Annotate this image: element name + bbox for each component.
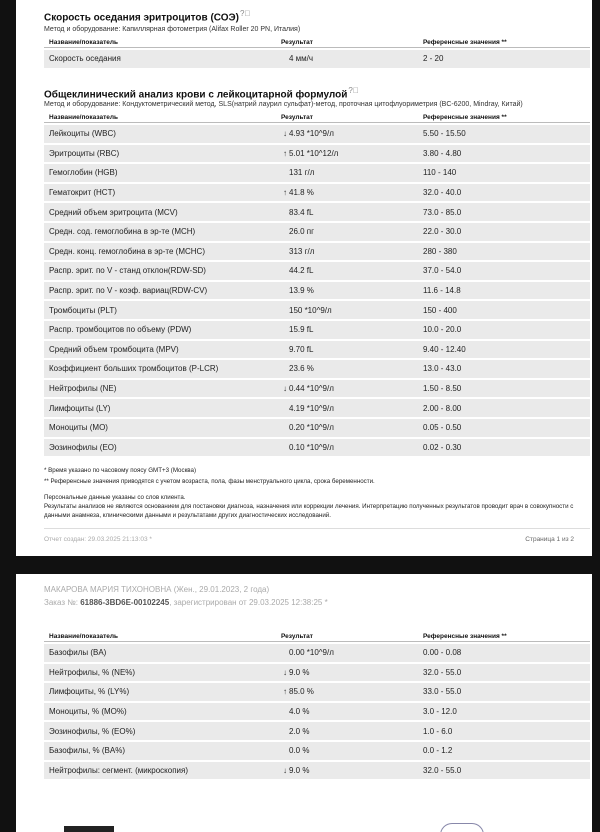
row-name: Базофилы, % (BA%) — [44, 742, 276, 760]
row-result — [276, 644, 418, 662]
result-value: 0.44 *10^9/л — [289, 384, 334, 394]
table-row — [44, 203, 590, 221]
esr-table — [44, 36, 590, 70]
row-ref: 2.00 - 8.00 — [418, 399, 590, 417]
table-row — [44, 321, 590, 339]
row-result — [276, 50, 418, 68]
table-row — [44, 762, 590, 780]
patient-info: МАКАРОВА МАРИЯ ТИХОНОВНА (Жен., 29.01.2023, 2 года) — [44, 585, 270, 594]
row-name: Лимфоциты, % (LY%) — [44, 683, 276, 701]
result-value: 4.93 *10^9/л — [289, 129, 334, 139]
arrow-down-icon: ↓ — [283, 667, 287, 677]
row-result — [276, 223, 418, 241]
row-ref: 13.0 - 43.0 — [418, 360, 590, 378]
table-row — [44, 341, 590, 359]
row-name: Средн. конц. гемоглобина в эр-те (MCHC) — [44, 243, 276, 261]
row-ref: 11.6 - 14.8 — [418, 282, 590, 300]
result-value: 313 г/л — [289, 246, 315, 256]
row-result — [276, 243, 418, 261]
col-header-ref: Референсные значения ** — [418, 632, 590, 642]
col-header-ref: Референсные значения ** — [418, 38, 590, 48]
personal-note: Персональные данные указаны со слов клиента. — [44, 494, 186, 501]
esr-section-title: Скорость оседания эритроцитов (СОЭ)?⃝ — [44, 9, 251, 24]
result-value: 26.0 пг — [289, 227, 315, 237]
result-value: 0.0 % — [289, 746, 310, 756]
row-name: Распр. эрит. по V - станд отклон(RDW-SD) — [44, 262, 276, 280]
table-row — [44, 145, 590, 163]
time-note: * Время указано по часовому поясу GMT+3 (Москва) — [44, 467, 197, 474]
row-ref: 110 - 140 — [418, 164, 590, 182]
col-header-name: Название/показатель — [44, 38, 276, 48]
col-header-name: Название/показатель — [44, 113, 276, 123]
table-row — [44, 683, 590, 701]
row-result — [276, 762, 418, 780]
result-value: 0.10 *10^9/л — [289, 442, 334, 452]
row-ref: 37.0 - 54.0 — [418, 262, 590, 280]
arrow-up-icon: ↑ — [283, 687, 287, 697]
row-result — [276, 399, 418, 417]
table-row — [44, 262, 590, 280]
cbc-method: Метод и оборудование: Кондуктометрический метод, SLS(натрий лаурил сульфат)-метод, проточная цитофлуориметрия (BC-6200, Mindray, Китай) — [44, 101, 523, 108]
diff-table — [44, 630, 590, 781]
row-name: Средний объем тромбоцита (MPV) — [44, 341, 276, 359]
result-value: 0.20 *10^9/л — [289, 423, 334, 433]
row-name: Распр. эрит. по V - коэф. вариац(RDW-CV) — [44, 282, 276, 300]
report-page-1 — [16, 0, 592, 556]
result-value: 5.01 *10^12/л — [289, 148, 339, 158]
row-ref: 2 - 20 — [418, 50, 590, 68]
row-name: Гемоглобин (HGB) — [44, 164, 276, 182]
result-value: 4.0 % — [289, 707, 310, 717]
result-value: 2.0 % — [289, 726, 310, 736]
result-value: 41.8 % — [289, 188, 314, 198]
row-result — [276, 664, 418, 682]
row-result — [276, 125, 418, 143]
table-row — [44, 301, 590, 319]
result-value: 9.0 % — [289, 667, 310, 677]
table-row — [44, 125, 590, 143]
table-row — [44, 50, 590, 68]
row-result — [276, 380, 418, 398]
table-row — [44, 439, 590, 457]
row-result — [276, 683, 418, 701]
row-result — [276, 722, 418, 740]
lab-seal — [440, 823, 484, 832]
row-ref: 32.0 - 40.0 — [418, 184, 590, 202]
row-ref: 1.0 - 6.0 — [418, 722, 590, 740]
result-value: 15.9 fL — [289, 325, 314, 335]
table-row — [44, 282, 590, 300]
table-row — [44, 164, 590, 182]
result-value: 85.0 % — [289, 687, 314, 697]
row-ref: 5.50 - 15.50 — [418, 125, 590, 143]
result-value: 0.00 *10^9/л — [289, 648, 334, 658]
col-header-ref: Референсные значения ** — [418, 113, 590, 123]
disclaimer: Результаты анализов не являются основанием для постановки диагноза, назначения или коррекции лечения. Интерпретацию полученных результатов проводит врач в совокупности с данными анамнеза, клиническими данными и результатами других диагностических исследований. — [44, 503, 574, 519]
row-ref: 32.0 - 55.0 — [418, 664, 590, 682]
row-result — [276, 341, 418, 359]
table-row — [44, 184, 590, 202]
row-result — [276, 321, 418, 339]
table-row — [44, 703, 590, 721]
table-row — [44, 742, 590, 760]
col-header-name: Название/показатель — [44, 632, 276, 642]
row-name: Средн. сод. гемоглобина в эр-те (MCH) — [44, 223, 276, 241]
row-ref: 73.0 - 85.0 — [418, 203, 590, 221]
row-result — [276, 301, 418, 319]
row-name: Нейтрофилы, % (NE%) — [44, 664, 276, 682]
row-ref: 9.40 - 12.40 — [418, 341, 590, 359]
result-value: 4 мм/ч — [289, 54, 314, 64]
arrow-down-icon: ↓ — [283, 384, 287, 394]
esr-method: Метод и оборудование: Капиллярная фотометрия (Alifax Roller 20 PN, Италия) — [44, 26, 301, 33]
result-value: 9.70 fL — [289, 344, 314, 354]
row-result — [276, 742, 418, 760]
table-row — [44, 243, 590, 261]
row-ref: 0.05 - 0.50 — [418, 419, 590, 437]
row-name: Моноциты (MO) — [44, 419, 276, 437]
row-name: Моноциты, % (MO%) — [44, 703, 276, 721]
row-name: Коэффициент больших тромбоцитов (P-LCR) — [44, 360, 276, 378]
row-name: Скорость оседания — [44, 50, 276, 68]
order-info: Заказ №: 61886-3BD6E-00102245, зарегистрирован от 29.03.2025 12:38:25 * — [44, 598, 328, 607]
arrow-up-icon: ↑ — [283, 148, 287, 158]
row-name: Лимфоциты (LY) — [44, 399, 276, 417]
row-ref: 150 - 400 — [418, 301, 590, 319]
row-result — [276, 164, 418, 182]
arrow-down-icon: ↓ — [283, 129, 287, 139]
table-row — [44, 360, 590, 378]
arrow-down-icon: ↓ — [283, 765, 287, 775]
row-name: Нейтрофилы (NE) — [44, 380, 276, 398]
row-result — [276, 282, 418, 300]
row-result — [276, 439, 418, 457]
row-name: Эритроциты (RBC) — [44, 145, 276, 163]
report-page-2 — [16, 574, 592, 832]
cbc-table — [44, 111, 590, 458]
info-icon[interactable]: ?⃝ — [240, 9, 251, 18]
row-name: Распр. тромбоцитов по объему (PDW) — [44, 321, 276, 339]
row-ref: 1.50 - 8.50 — [418, 380, 590, 398]
row-name: Средний объем эритроцита (MCV) — [44, 203, 276, 221]
table-row — [44, 664, 590, 682]
table-row — [44, 399, 590, 417]
result-value: 44.2 fL — [289, 266, 314, 276]
row-ref: 0.0 - 1.2 — [418, 742, 590, 760]
divider — [44, 528, 590, 529]
row-ref: 3.80 - 4.80 — [418, 145, 590, 163]
row-result — [276, 262, 418, 280]
table-row — [44, 644, 590, 662]
row-ref: 280 - 380 — [418, 243, 590, 261]
page-number: Страница 1 из 2 — [525, 536, 574, 543]
row-name: Эозинофилы (EO) — [44, 439, 276, 457]
row-ref: 33.0 - 55.0 — [418, 683, 590, 701]
result-value: 4.19 *10^9/л — [289, 403, 334, 413]
table-row — [44, 223, 590, 241]
row-ref: 0.00 - 0.08 — [418, 644, 590, 662]
result-value: 131 г/л — [289, 168, 315, 178]
result-value: 23.6 % — [289, 364, 314, 374]
table-row — [44, 419, 590, 437]
row-name: Эозинофилы, % (EO%) — [44, 722, 276, 740]
row-name: Тромбоциты (PLT) — [44, 301, 276, 319]
ref-note: ** Референсные значения приводятся с учетом возраста, пола, фазы менструального цикла, срока беременности. — [44, 478, 375, 485]
result-value: 13.9 % — [289, 286, 314, 296]
info-icon[interactable]: ?⃝ — [348, 86, 359, 95]
cbc-section-title: Общеклинический анализ крови с лейкоцитарной формулой?⃝ — [44, 86, 359, 101]
row-result — [276, 145, 418, 163]
order-number: 61886-3BD6E-00102245 — [80, 598, 170, 607]
row-name: Лейкоциты (WBC) — [44, 125, 276, 143]
col-header-result: Результат — [276, 113, 418, 123]
row-name: Гематокрит (HCT) — [44, 184, 276, 202]
row-result — [276, 203, 418, 221]
row-ref: 0.02 - 0.30 — [418, 439, 590, 457]
arrow-up-icon: ↑ — [283, 188, 287, 198]
col-header-result: Результат — [276, 632, 418, 642]
row-ref: 22.0 - 30.0 — [418, 223, 590, 241]
result-value: 9.0 % — [289, 765, 310, 775]
row-result — [276, 703, 418, 721]
col-header-result: Результат — [276, 38, 418, 48]
row-name: Нейтрофилы: сегмент. (микроскопия) — [44, 762, 276, 780]
row-ref: 32.0 - 55.0 — [418, 762, 590, 780]
row-result — [276, 419, 418, 437]
report-created: Отчет создан: 29.03.2025 21:13:03 * — [44, 536, 152, 543]
row-ref: 3.0 - 12.0 — [418, 703, 590, 721]
row-result — [276, 184, 418, 202]
table-row — [44, 380, 590, 398]
row-name: Базофилы (BA) — [44, 644, 276, 662]
result-value: 150 *10^9/л — [289, 305, 332, 315]
result-value: 83.4 fL — [289, 207, 314, 217]
row-ref: 10.0 - 20.0 — [418, 321, 590, 339]
lab-logo — [64, 826, 114, 832]
row-result — [276, 360, 418, 378]
table-row — [44, 722, 590, 740]
